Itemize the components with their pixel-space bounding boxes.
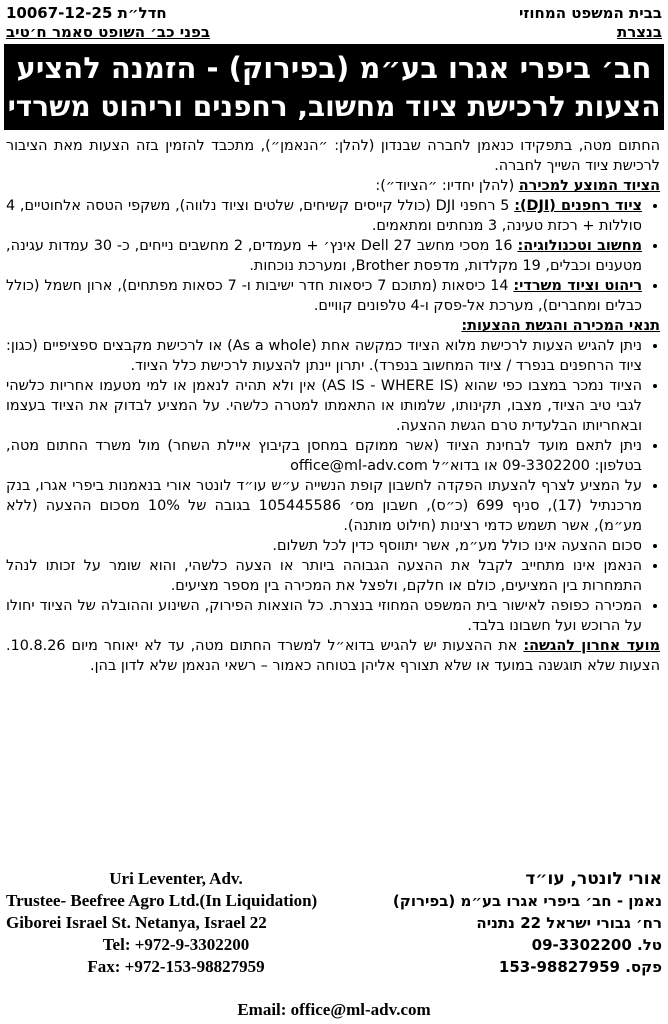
- court-city: בנצרת: [616, 23, 662, 41]
- signer-tel-en: Tel: +972-9-3302200: [102, 935, 250, 954]
- equipment-heading: הציוד המוצע למכירה: [518, 178, 660, 194]
- list-item: • סכום ההצעה אינו כולל מע״מ, אשר יתווסף כדין לכל תשלום.: [6, 536, 642, 556]
- list-item: [6, 236, 642, 276]
- list-item: [6, 276, 642, 316]
- banner-line-1: חב׳ ביפרי אגרו בע״מ (בפירוק) - הזמנה להציע: [16, 51, 652, 85]
- list-item: • הנאמן אינו מתחייב לקבל את ההצעה הגבוהה ביותר או הצעה כלשהי, והוא שומר על זכותו לנהל התמחרות בין המציעים, כולם או חלקם, ולפצל את המכירה בין מספר מציעים.: [6, 556, 642, 596]
- item-text: 5 רחפני DJI (כולל קייסים קשיחים, שלטים וציוד נלווה), משקפי הטסה אלחוטיים, 4 סוללות + רכזת טעינה, 3 מנחתים ומתאמים.: [6, 198, 642, 234]
- signer-tel-he: טל. 09-3302200: [531, 936, 662, 954]
- list-item: • ניתן להגיש הצעות לרכישת מלוא הציוד כמקשה אחת (As a whole) או לרכישת מקבצים ספציפיים (כגון: ציוד הרחפנים בנפרד / ציוד המחשוב בנפרד). יתרון יינתן להצעות לרכישת כלל הציוד.: [6, 336, 642, 376]
- signer-address-he: רח׳ גבורי ישראל 22 נתניה: [476, 914, 662, 932]
- case-number: חדל״ת 10067-12-25: [6, 4, 167, 22]
- deadline-paragraph: [6, 636, 660, 676]
- equipment-list: [6, 196, 660, 316]
- signer-role-he: נאמן - חב׳ ביפרי אגרו בע״מ (בפירוק): [392, 892, 662, 910]
- equipment-heading-line: [6, 176, 660, 196]
- signature-hebrew: [342, 868, 662, 978]
- item-label: מחשוב וטכנולוגיה:: [517, 238, 643, 254]
- list-item: • הציוד נמכר במצבו כפי שהוא (AS IS - WHERE IS) אין ולא תהיה לנאמן או למי מטעמו אחריות כלשהי לגבי טיב הציוד, מצבו, תקינותו, שלמותו או התאמתו למטרה כלשהי. על המציע לבדוק את הציוד בעצמו ובאחריותו הבלעדית טרם הגשת ההצעה.: [6, 376, 642, 436]
- item-label: ציוד רחפנים (DJI):: [514, 198, 642, 214]
- signer-name-en: Uri Leventer, Adv.: [109, 869, 243, 888]
- deadline-text: את ההצעות יש להגיש בדוא״ל למשרד החתום מטה, עד לא יאוחר מיום 10.8.26. הצעות שלא תוגשנה במועד או שלא תצורף אליהן בטוחה כאמור – רשאי הנאמן שלא לדון בהן.: [6, 638, 660, 674]
- signer-address-en: Giborei Israel St. Netanya, Israel 22: [6, 913, 267, 932]
- signer-role-en: Trustee- Beefree Agro Ltd.(In Liquidation): [6, 891, 318, 910]
- item-text: 14 כיסאות (מתוכם 7 כיסאות חדר ישיבות ו- 7 כסאות מפתחים), ארון חשמל (כולל כבלים ומחברים), מערכת אל-פסק ו-4 טלפונים קוויים.: [6, 278, 642, 314]
- list-item: • המכירה כפופה לאישור בית המשפט המחוזי בנצרת. כל הוצאות הפירוק, השינוע וההובלה של הציוד יחולו על הרוכש ועל חשבונו בלבד.: [6, 596, 642, 636]
- deadline-label: מועד אחרון להגשה:: [523, 638, 660, 654]
- signature-block: [6, 868, 662, 1024]
- terms-list: [6, 336, 660, 636]
- list-item: [6, 196, 642, 236]
- equipment-heading-suffix: (להלן יחדיו: ״הציוד״):: [375, 178, 519, 194]
- signer-fax-he: פקס. 153-98827959: [498, 958, 662, 976]
- list-item: • ניתן לתאם מועד לבחינת הציוד (אשר ממוקם במחסן בקיבוץ איילת השחר) מול משרד החתום מטה, בטלפון: 09-3302200 או בדוא״ל office@ml-adv.com: [6, 436, 642, 476]
- notice-body: [6, 136, 660, 676]
- signer-email: Email: office@ml-adv.com: [237, 1000, 431, 1019]
- judge-name: בפני כב׳ השופט סאמר ח׳טיב: [6, 23, 211, 41]
- title-banner: [4, 44, 664, 130]
- item-label: ריהוט וציוד משרדי:: [513, 278, 642, 294]
- list-item: • על המציע לצרף להצעתו הפקדה לחשבון קופת הנשייה ע״ש עו״ד לונטר אורי בנאמנות ביפרי אגרו, בנק מרכנתיל (17), סניף 699 (כ״ס), חשבון מס׳ 105445586 בגובה של 10% מסכום ההצעה (ללא מע״מ), אשר תשמש כדמי רצינות (חילוט מותנה).: [6, 476, 642, 536]
- court-name: בבית המשפט המחוזי: [518, 4, 662, 22]
- item-text: 16 מסכי מחשב Dell 27 אינץ׳ + מעמדים, 2 מחשבים נייחים, כ- 30 עמדות עגינה, מטענים וכבלים, 19 מקלדות, מדפסת Brother, ומערכת נוכחות.: [6, 238, 642, 274]
- signer-name-he: אורי לונטר, עו״ד: [525, 869, 662, 889]
- intro-paragraph: החתום מטה, בתפקידו כנאמן לחברה שבנדון (להלן: ״הנאמן״), מתכבד להזמין בזה הצעות מאת הציבור לרכישת ציוד השייך לחברה.: [6, 138, 660, 174]
- signer-fax-en: Fax: +972-153-98827959: [87, 957, 265, 976]
- terms-heading: תנאי המכירה והגשת ההצעות:: [461, 318, 660, 334]
- signature-english: [6, 868, 346, 978]
- banner-line-2: הצעות לרכישת ציוד מחשוב, רחפנים וריהוט משרדי: [7, 90, 661, 123]
